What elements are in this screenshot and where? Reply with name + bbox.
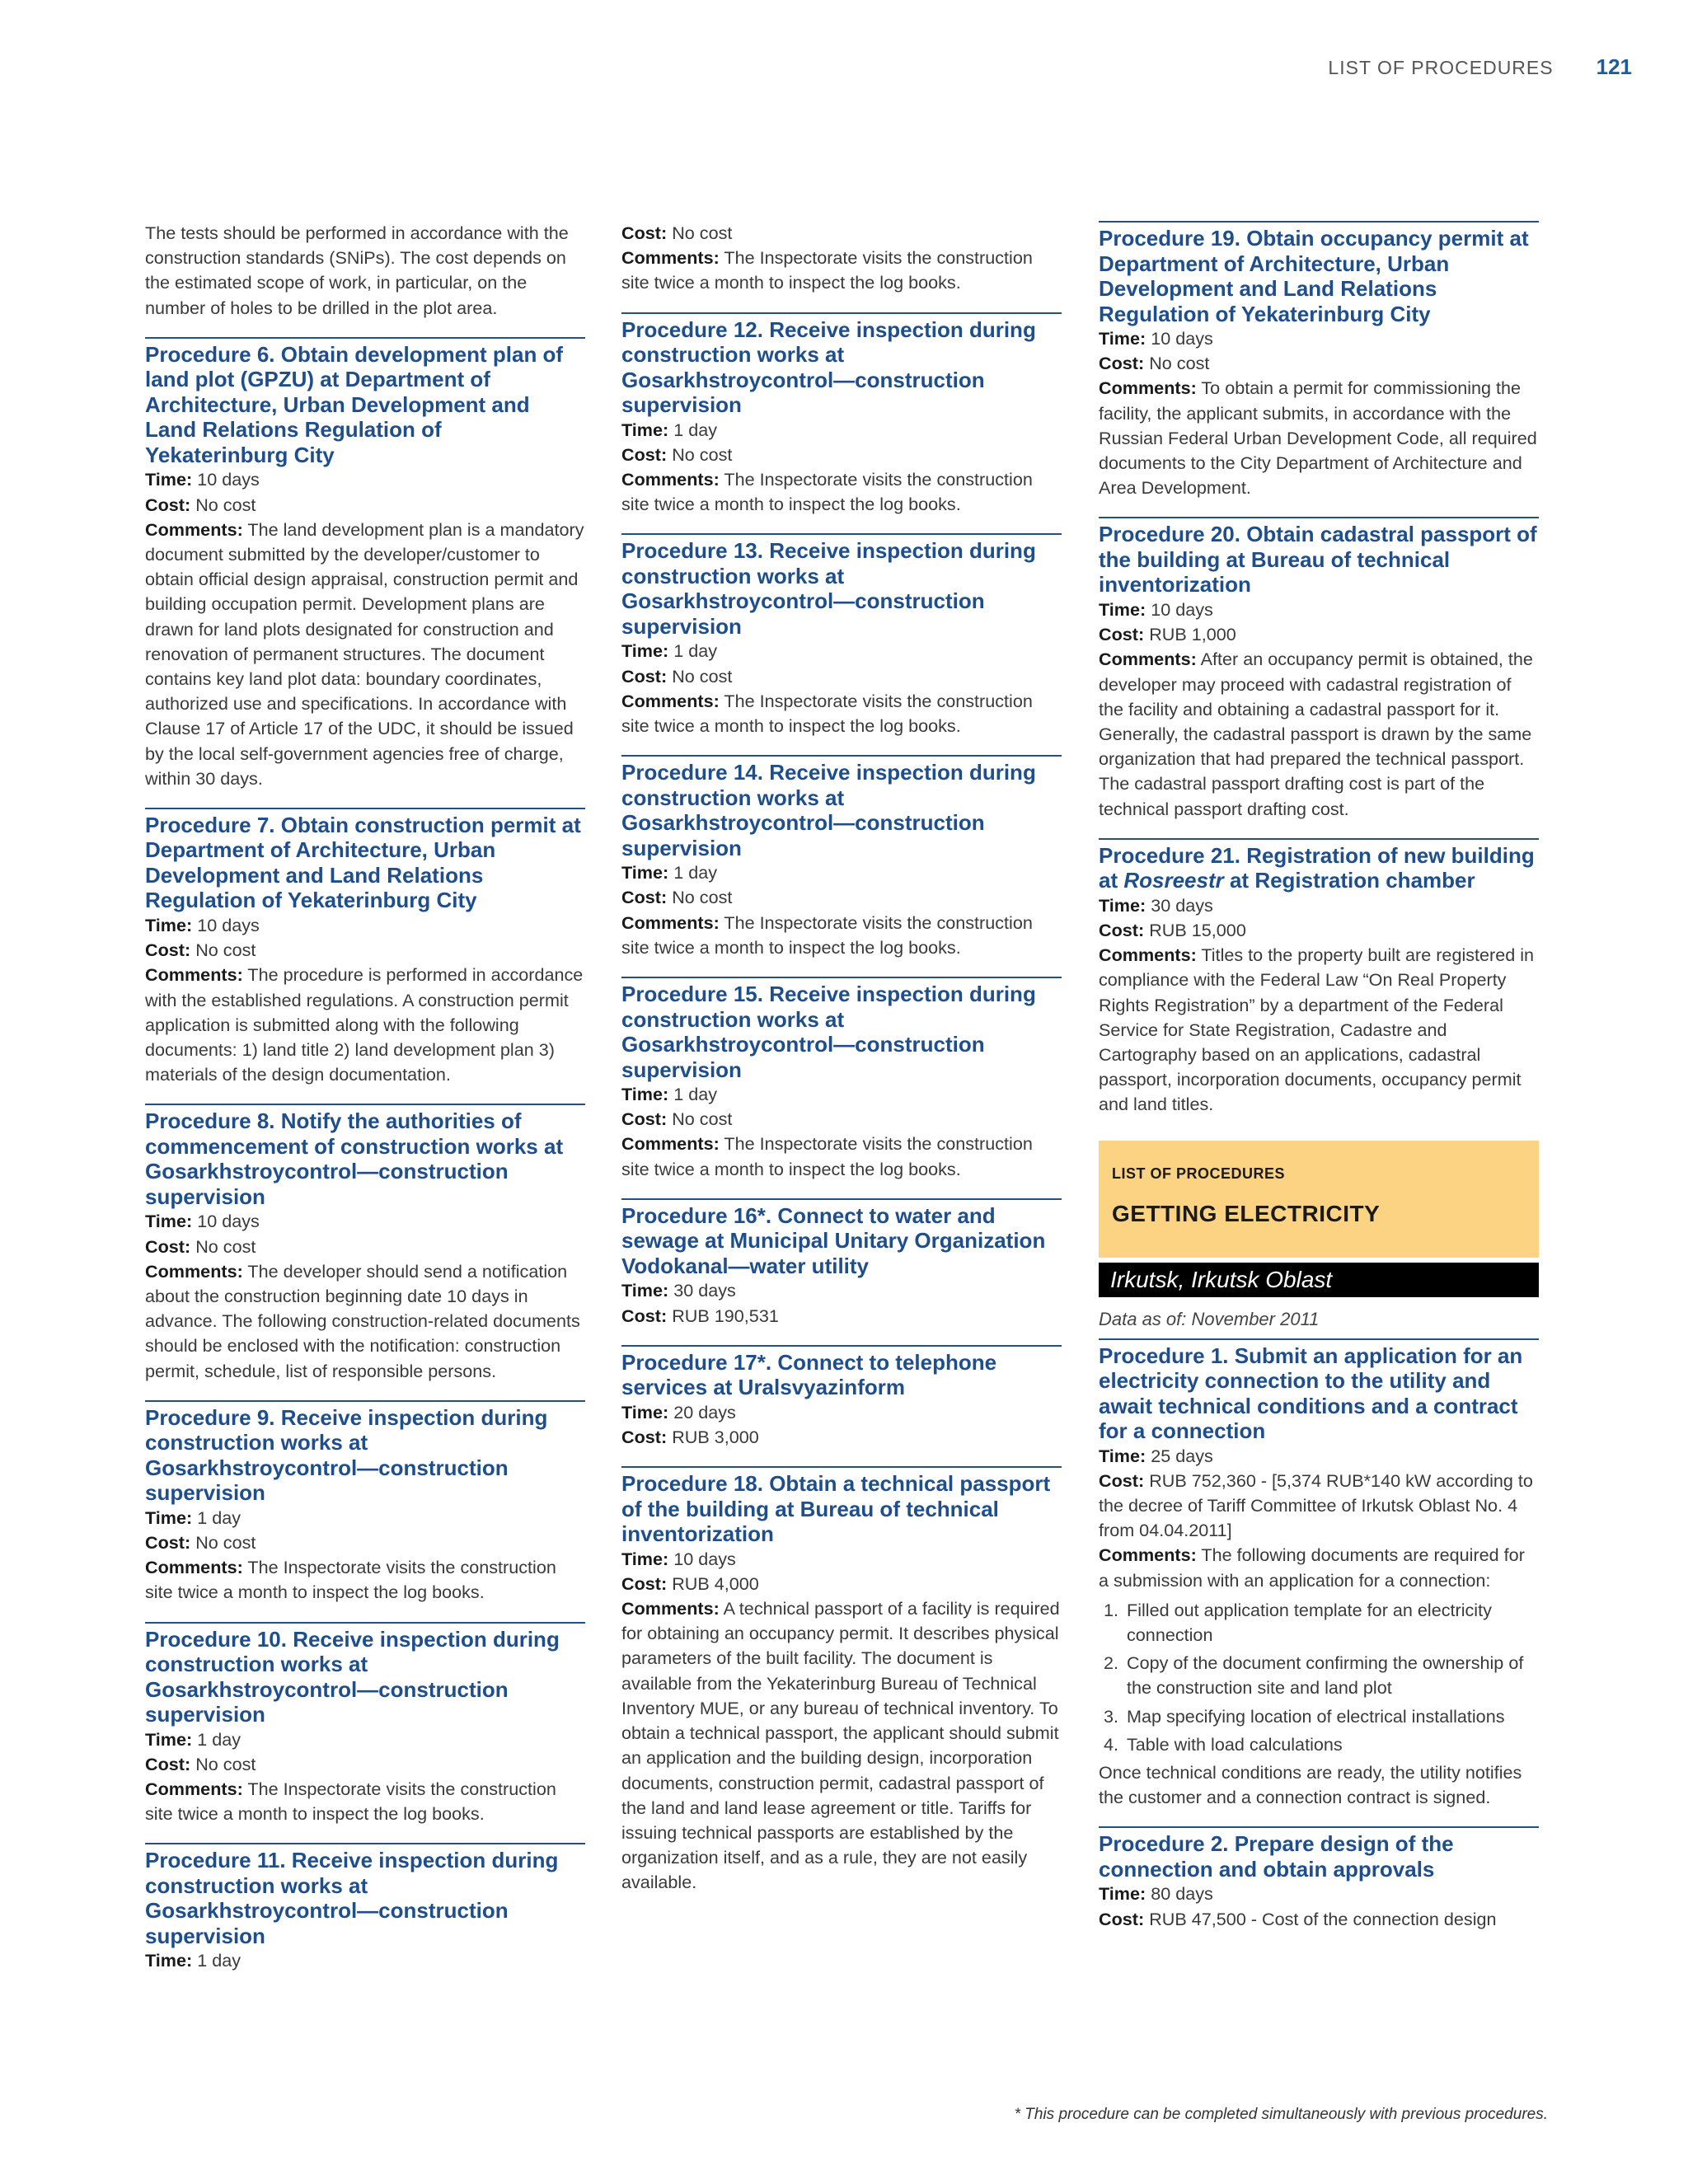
comments-label: Comments: xyxy=(145,1779,243,1800)
time-field xyxy=(1099,326,1539,351)
procedure-title: Procedure 20. Obtain cadastral passport of the building at Bureau of technical inventorization xyxy=(1099,522,1537,598)
time-value: 10 days xyxy=(197,1211,260,1232)
time-field xyxy=(621,1547,1062,1572)
comments-label: Comments: xyxy=(621,469,720,490)
time-label: Time: xyxy=(145,1211,193,1232)
time-field xyxy=(1099,1882,1539,1906)
comments-text: The Inspectorate visits the construction site twice a month to inspect the log books. xyxy=(621,912,1033,958)
comments-field xyxy=(621,246,1062,295)
time-field xyxy=(621,639,1062,663)
cost-field xyxy=(1099,1469,1539,1544)
time-label: Time: xyxy=(621,1280,669,1301)
title-part: Procedure 21. Registration of new building at xyxy=(1099,842,1535,893)
comments-field xyxy=(1099,943,1539,1117)
cost-value: RUB 4,000 xyxy=(672,1572,759,1594)
cost-label: Cost: xyxy=(621,443,668,465)
procedure-8 xyxy=(145,1104,585,1383)
time-label: Time: xyxy=(145,914,193,935)
comments-field xyxy=(145,1777,585,1826)
title-emphasis: Rosreestr xyxy=(1123,868,1224,893)
time-value: 10 days xyxy=(1151,328,1213,349)
cost-value: No cost xyxy=(672,665,733,687)
time-field xyxy=(621,418,1062,443)
comments-field xyxy=(145,1259,585,1384)
time-label: Time: xyxy=(1099,894,1146,916)
time-value: 1 day xyxy=(673,862,718,883)
cost-label: Cost: xyxy=(621,1426,668,1447)
cost-label: Cost: xyxy=(1099,353,1145,374)
comments-label: Comments: xyxy=(145,964,243,986)
column-1 xyxy=(145,221,585,1974)
comments-text: The Inspectorate visits the construction site twice a month to inspect the log books. xyxy=(145,1779,556,1825)
title-part: at Registration chamber xyxy=(1223,868,1475,893)
cost-label: Cost: xyxy=(145,1753,191,1774)
time-value: 10 days xyxy=(1151,598,1213,620)
cost-label: Cost: xyxy=(621,665,668,687)
time-label: Time: xyxy=(1099,328,1146,349)
time-label: Time: xyxy=(145,469,193,490)
cost-value: No cost xyxy=(195,1235,256,1257)
procedure-title: Procedure 12. Receive inspection during construction works at Gosarkhstroycontrol—construction supervision xyxy=(621,316,1036,418)
procedure-11-continued xyxy=(621,221,1062,296)
cost-label: Cost: xyxy=(145,940,191,961)
procedure-18 xyxy=(621,1466,1062,1895)
cost-value: No cost xyxy=(672,443,733,465)
comments-field xyxy=(145,963,585,1087)
procedure-7 xyxy=(145,808,585,1087)
comments-field xyxy=(1099,647,1539,821)
cost-value: RUB 3,000 xyxy=(672,1426,759,1447)
procedure-title: Procedure 9. Receive inspection during construction works at Gosarkhstroycontrol—construction supervision xyxy=(145,1404,548,1506)
cost-label: Cost: xyxy=(145,1532,191,1553)
cost-field xyxy=(145,1752,585,1777)
cost-field xyxy=(145,1235,585,1259)
time-field xyxy=(145,913,585,938)
time-field xyxy=(1099,598,1539,622)
procedure-title: Procedure 6. Obtain development plan of land plot (GPZU) at Department of Architecture, Urban Development and Land Relations Regulation of Yekaterinburg City xyxy=(145,341,564,467)
city-bar: Irkutsk, Irkutsk Oblast xyxy=(1099,1263,1539,1297)
procedure-title: Procedure 7. Obtain construction permit at Department of Architecture, Urban Development and Land Relations Regulation of Yekaterinburg City xyxy=(145,812,581,913)
comments-field xyxy=(621,911,1062,960)
time-value: 1 day xyxy=(197,1728,241,1750)
time-value: 30 days xyxy=(1151,894,1213,916)
procedure-title: Procedure 16*. Connect to water and sewage at Municipal Unitary Organization Vodokanal—water utility xyxy=(621,1202,1046,1278)
list-item: 3. Map specifying location of electrical installations xyxy=(1123,1704,1539,1729)
time-value: 1 day xyxy=(673,419,718,440)
comments-label: Comments: xyxy=(621,912,720,933)
comments-text: The Inspectorate visits the construction site twice a month to inspect the log books. xyxy=(621,1133,1033,1179)
required-documents-list xyxy=(1099,1598,1539,1757)
comments-label: Comments: xyxy=(621,1598,720,1619)
footnote: * This procedure can be completed simultaneously with previous procedures. xyxy=(1014,2106,1548,2123)
comments-label: Comments: xyxy=(621,247,720,269)
comments-text: After an occupancy permit is obtained, the developer may proceed with cadastral registration of the facility and obtaining a cadastral passport for it. Generally, the cadastral passport is drawn by the same organization that had prepared the technical passport. The cadastral passport drafting cost is part of the technical passport drafting cost. xyxy=(1099,649,1533,819)
cost-value: No cost xyxy=(672,1108,733,1130)
procedure-title: Procedure 13. Receive inspection during construction works at Gosarkhstroycontrol—construction supervision xyxy=(621,538,1036,639)
cost-field xyxy=(621,1304,1062,1329)
comments-field xyxy=(145,518,585,791)
section-kicker: LIST OF PROCEDURES xyxy=(1112,1165,1286,1182)
cost-label: Cost: xyxy=(621,1305,668,1326)
time-value: 10 days xyxy=(197,469,260,490)
cost-label: Cost: xyxy=(145,1235,191,1257)
cost-value: No cost xyxy=(195,940,256,961)
cost-field xyxy=(621,1572,1062,1596)
cost-label: Cost: xyxy=(1099,919,1145,940)
cost-label: Cost: xyxy=(145,494,191,515)
time-field xyxy=(145,1209,585,1234)
cost-field xyxy=(621,885,1062,910)
cost-value: RUB 1,000 xyxy=(1149,624,1236,645)
time-label: Time: xyxy=(621,1084,669,1105)
comments-text: Titles to the property built are registered in compliance with the Federal Law “On Real Property Rights Registration” by a department of the Federal Service for State Registration, Cadastre and Cartography based on an applications, cadastral passport, incorporation documents, occupancy permit and land titles. xyxy=(1099,944,1535,1115)
comments-label: Comments: xyxy=(1099,944,1197,966)
procedure-title: Procedure 1. Submit an application for an electricity connection to the utility and await technical conditions and a contract for a connection xyxy=(1099,1343,1523,1444)
column-2 xyxy=(621,221,1062,1896)
procedure-15 xyxy=(621,977,1062,1182)
cost-field xyxy=(621,664,1062,689)
procedure-10 xyxy=(145,1622,585,1827)
time-label: Time: xyxy=(1099,598,1146,620)
time-label: Time: xyxy=(621,1401,669,1422)
section-title: GETTING ELECTRICITY xyxy=(1112,1200,1381,1226)
comments-label: Comments: xyxy=(145,1557,243,1578)
time-value: 25 days xyxy=(1151,1445,1213,1466)
time-label: Time: xyxy=(1099,1883,1146,1905)
time-label: Time: xyxy=(1099,1445,1146,1466)
procedure-title: Procedure 19. Obtain occupancy permit at Department of Architecture, Urban Development and Land Relations Regulation of Yekaterinburg City xyxy=(1099,226,1529,326)
time-value: 10 days xyxy=(673,1548,736,1569)
time-field xyxy=(621,1278,1062,1303)
after-list-text: Once technical conditions are ready, the utility notifies the customer and a connection contract is signed. xyxy=(1099,1762,1522,1808)
cost-value: No cost xyxy=(672,887,733,908)
procedure-21 xyxy=(1099,838,1539,1118)
time-label: Time: xyxy=(145,1507,193,1528)
comments-text: The Inspectorate visits the construction site twice a month to inspect the log books. xyxy=(621,469,1033,515)
data-as-of: Data as of: November 2011 xyxy=(1099,1308,1320,1329)
time-field xyxy=(145,1727,585,1752)
comments-text: A technical passport of a facility is required for obtaining an occupancy permit. It describes physical parameters of the built facility. The document is available from the Yekaterinburg Bureau of Technical Inventory MUE, or any bureau of technical inventory. To obtain a technical passport, the applicant should submit an application and the building design, incorporation documents, construction permit, cadastral passport of the land and land lease agreement or title. Tariffs for issuing technical passports are established by the organization itself, and as a rule, they are not easily available. xyxy=(621,1598,1060,1893)
procedure-12 xyxy=(621,312,1062,518)
comments-text: The Inspectorate visits the construction site twice a month to inspect the log books. xyxy=(621,690,1033,737)
comments-label: Comments: xyxy=(145,518,243,540)
time-field xyxy=(621,1082,1062,1107)
comments-field xyxy=(621,1596,1062,1895)
comments-text: The following documents are required for a submission with an application for a connection: xyxy=(1099,1544,1525,1591)
cost-label: Cost: xyxy=(1099,1908,1145,1929)
cost-field xyxy=(621,1425,1062,1450)
cost-label: Cost: xyxy=(1099,1469,1145,1491)
cost-field xyxy=(145,493,585,518)
time-field xyxy=(1099,893,1539,918)
comments-text: The developer should send a notification about the construction beginning date 10 days in advance. The following construction-related documents should be enclosed with the notification: construction permit, schedule, list of responsible persons. xyxy=(145,1260,580,1381)
procedure-9 xyxy=(145,1400,585,1605)
time-value: 1 day xyxy=(673,1084,718,1105)
comments-label: Comments: xyxy=(1099,377,1197,399)
procedure-17 xyxy=(621,1345,1062,1450)
comments-label: Comments: xyxy=(1099,1544,1197,1566)
comments-field xyxy=(145,1555,585,1605)
comments-text: The Inspectorate visits the construction site twice a month to inspect the log books. xyxy=(621,247,1033,293)
procedure-title: Procedure 10. Receive inspection during construction works at Gosarkhstroycontrol—construction supervision xyxy=(145,1626,560,1727)
time-field xyxy=(1099,1444,1539,1469)
procedure-title: Procedure 2. Prepare design of the connection and obtain approvals xyxy=(1099,1831,1454,1882)
procedure-title: Procedure 18. Obtain a technical passport of the building at Bureau of technical inventorization xyxy=(621,1471,1051,1547)
comments-label: Comments: xyxy=(621,690,720,711)
cost-label: Cost: xyxy=(621,1572,668,1594)
time-field xyxy=(145,467,585,492)
time-label: Time: xyxy=(621,1548,669,1569)
procedure-14 xyxy=(621,755,1062,960)
time-field xyxy=(621,1400,1062,1425)
comments-text: The land development plan is a mandatory document submitted by the developer/customer to obtain official design appraisal, construction permit and building occupation permit. Development plans are drawn for land plots designated for construction and renovation of permanent structures. The document contains key land plot data: boundary coordinates, authorized use and specifications. In accordance with Clause 17 of Article 17 of the UDC, it should be issued by the local self-government agencies free of charge, within 30 days. xyxy=(145,518,584,789)
cost-label: Cost: xyxy=(621,223,668,243)
list-item: 4. Table with load calculations xyxy=(1123,1732,1539,1757)
page-number: 121 xyxy=(1596,54,1632,79)
cost-value: RUB 47,500 - Cost of the connection design xyxy=(1149,1908,1497,1929)
time-field xyxy=(145,1948,585,1973)
intro-paragraph: The tests should be performed in accordance with the construction standards (SNiPs). The cost depends on the estimated scope of work, in particular, on the number of holes to be drilled in the plot area. xyxy=(145,223,569,318)
electricity-procedure-2 xyxy=(1099,1826,1539,1931)
comments-field xyxy=(1099,376,1539,500)
cost-value: RUB 752,360 - [5,374 RUB*140 kW according to the decree of Tariff Committee of Irkutsk Oblast No. 4 from 04.04.2011] xyxy=(1099,1469,1533,1541)
cost-field xyxy=(1099,1907,1539,1932)
cost-field xyxy=(145,938,585,963)
procedure-title: Procedure 11. Receive inspection during construction works at Gosarkhstroycontrol—construction supervision xyxy=(145,1848,559,1948)
time-value: 1 day xyxy=(673,640,718,662)
time-label: Time: xyxy=(145,1728,193,1750)
time-label: Time: xyxy=(621,419,669,440)
procedure-title xyxy=(1099,843,1539,893)
cost-field xyxy=(1099,622,1539,647)
time-value: 1 day xyxy=(197,1507,241,1528)
procedure-title: Procedure 15. Receive inspection during construction works at Gosarkhstroycontrol—construction supervision xyxy=(621,982,1036,1082)
procedure-11 xyxy=(145,1843,585,1973)
comments-label: Comments: xyxy=(1099,649,1197,670)
cost-label: Cost: xyxy=(621,887,668,908)
section-header-box xyxy=(1099,1141,1539,1258)
cost-field xyxy=(145,1530,585,1555)
procedure-title: Procedure 14. Receive inspection during construction works at Gosarkhstroycontrol—construction supervision xyxy=(621,760,1036,860)
time-label: Time: xyxy=(145,1950,193,1971)
column-3 xyxy=(1099,221,1539,1932)
time-label: Time: xyxy=(621,640,669,662)
comments-field xyxy=(621,1132,1062,1181)
procedure-16 xyxy=(621,1198,1062,1329)
cost-field xyxy=(1099,351,1539,376)
time-field xyxy=(145,1506,585,1530)
comments-field xyxy=(1099,1543,1539,1592)
cost-field xyxy=(621,1107,1062,1132)
section-label: LIST OF PROCEDURES xyxy=(1328,57,1554,78)
cost-value: No cost xyxy=(195,1532,256,1553)
list-item: 1. Filled out application template for an electricity connection xyxy=(1123,1598,1539,1647)
procedure-20 xyxy=(1099,517,1539,821)
time-value: 80 days xyxy=(1151,1883,1213,1905)
procedure-19 xyxy=(1099,221,1539,500)
cost-label: Cost: xyxy=(621,1108,668,1130)
cost-field xyxy=(621,221,1062,246)
procedure-6 xyxy=(145,337,585,791)
comments-label: Comments: xyxy=(145,1260,243,1282)
cost-value: RUB 190,531 xyxy=(672,1305,779,1326)
electricity-procedure-1 xyxy=(1099,1338,1539,1811)
cost-field xyxy=(1099,918,1539,943)
comments-field xyxy=(621,689,1062,738)
cost-value: No cost xyxy=(1149,353,1210,374)
cost-value: RUB 15,000 xyxy=(1149,919,1246,940)
comments-text: The Inspectorate visits the construction site twice a month to inspect the log books. xyxy=(145,1557,556,1603)
cost-value: No cost xyxy=(195,494,256,515)
procedure-13 xyxy=(621,533,1062,738)
list-item: 2. Copy of the document confirming the ownership of the construction site and land plot xyxy=(1123,1651,1539,1700)
time-field xyxy=(621,860,1062,885)
comments-label: Comments: xyxy=(621,1133,720,1155)
procedure-title: Procedure 8. Notify the authorities of commencement of construction works at Gosarkhstroycontrol—construction supervision xyxy=(145,1108,564,1209)
time-value: 20 days xyxy=(673,1401,736,1422)
procedure-title: Procedure 17*. Connect to telephone services at Uralsvyazinform xyxy=(621,1349,997,1400)
comments-field xyxy=(621,467,1062,517)
cost-value: No cost xyxy=(672,223,733,243)
time-value: 30 days xyxy=(673,1280,736,1301)
cost-label: Cost: xyxy=(1099,624,1145,645)
comments-text: To obtain a permit for commissioning the facility, the applicant submits, in accordance with the Russian Federal Urban Development Code, all required documents to the City Department of Architecture and Area Development. xyxy=(1099,377,1537,499)
cost-field xyxy=(621,443,1062,467)
comments-text: The procedure is performed in accordance with the established regulations. A construction permit application is submitted along with the following documents: 1) land title 2) land development plan 3) materials of the design documentation. xyxy=(145,964,584,1085)
time-value: 10 days xyxy=(197,914,260,935)
time-label: Time: xyxy=(621,862,669,883)
cost-value: No cost xyxy=(195,1753,256,1774)
time-value: 1 day xyxy=(197,1950,241,1971)
running-head xyxy=(1319,54,1632,87)
